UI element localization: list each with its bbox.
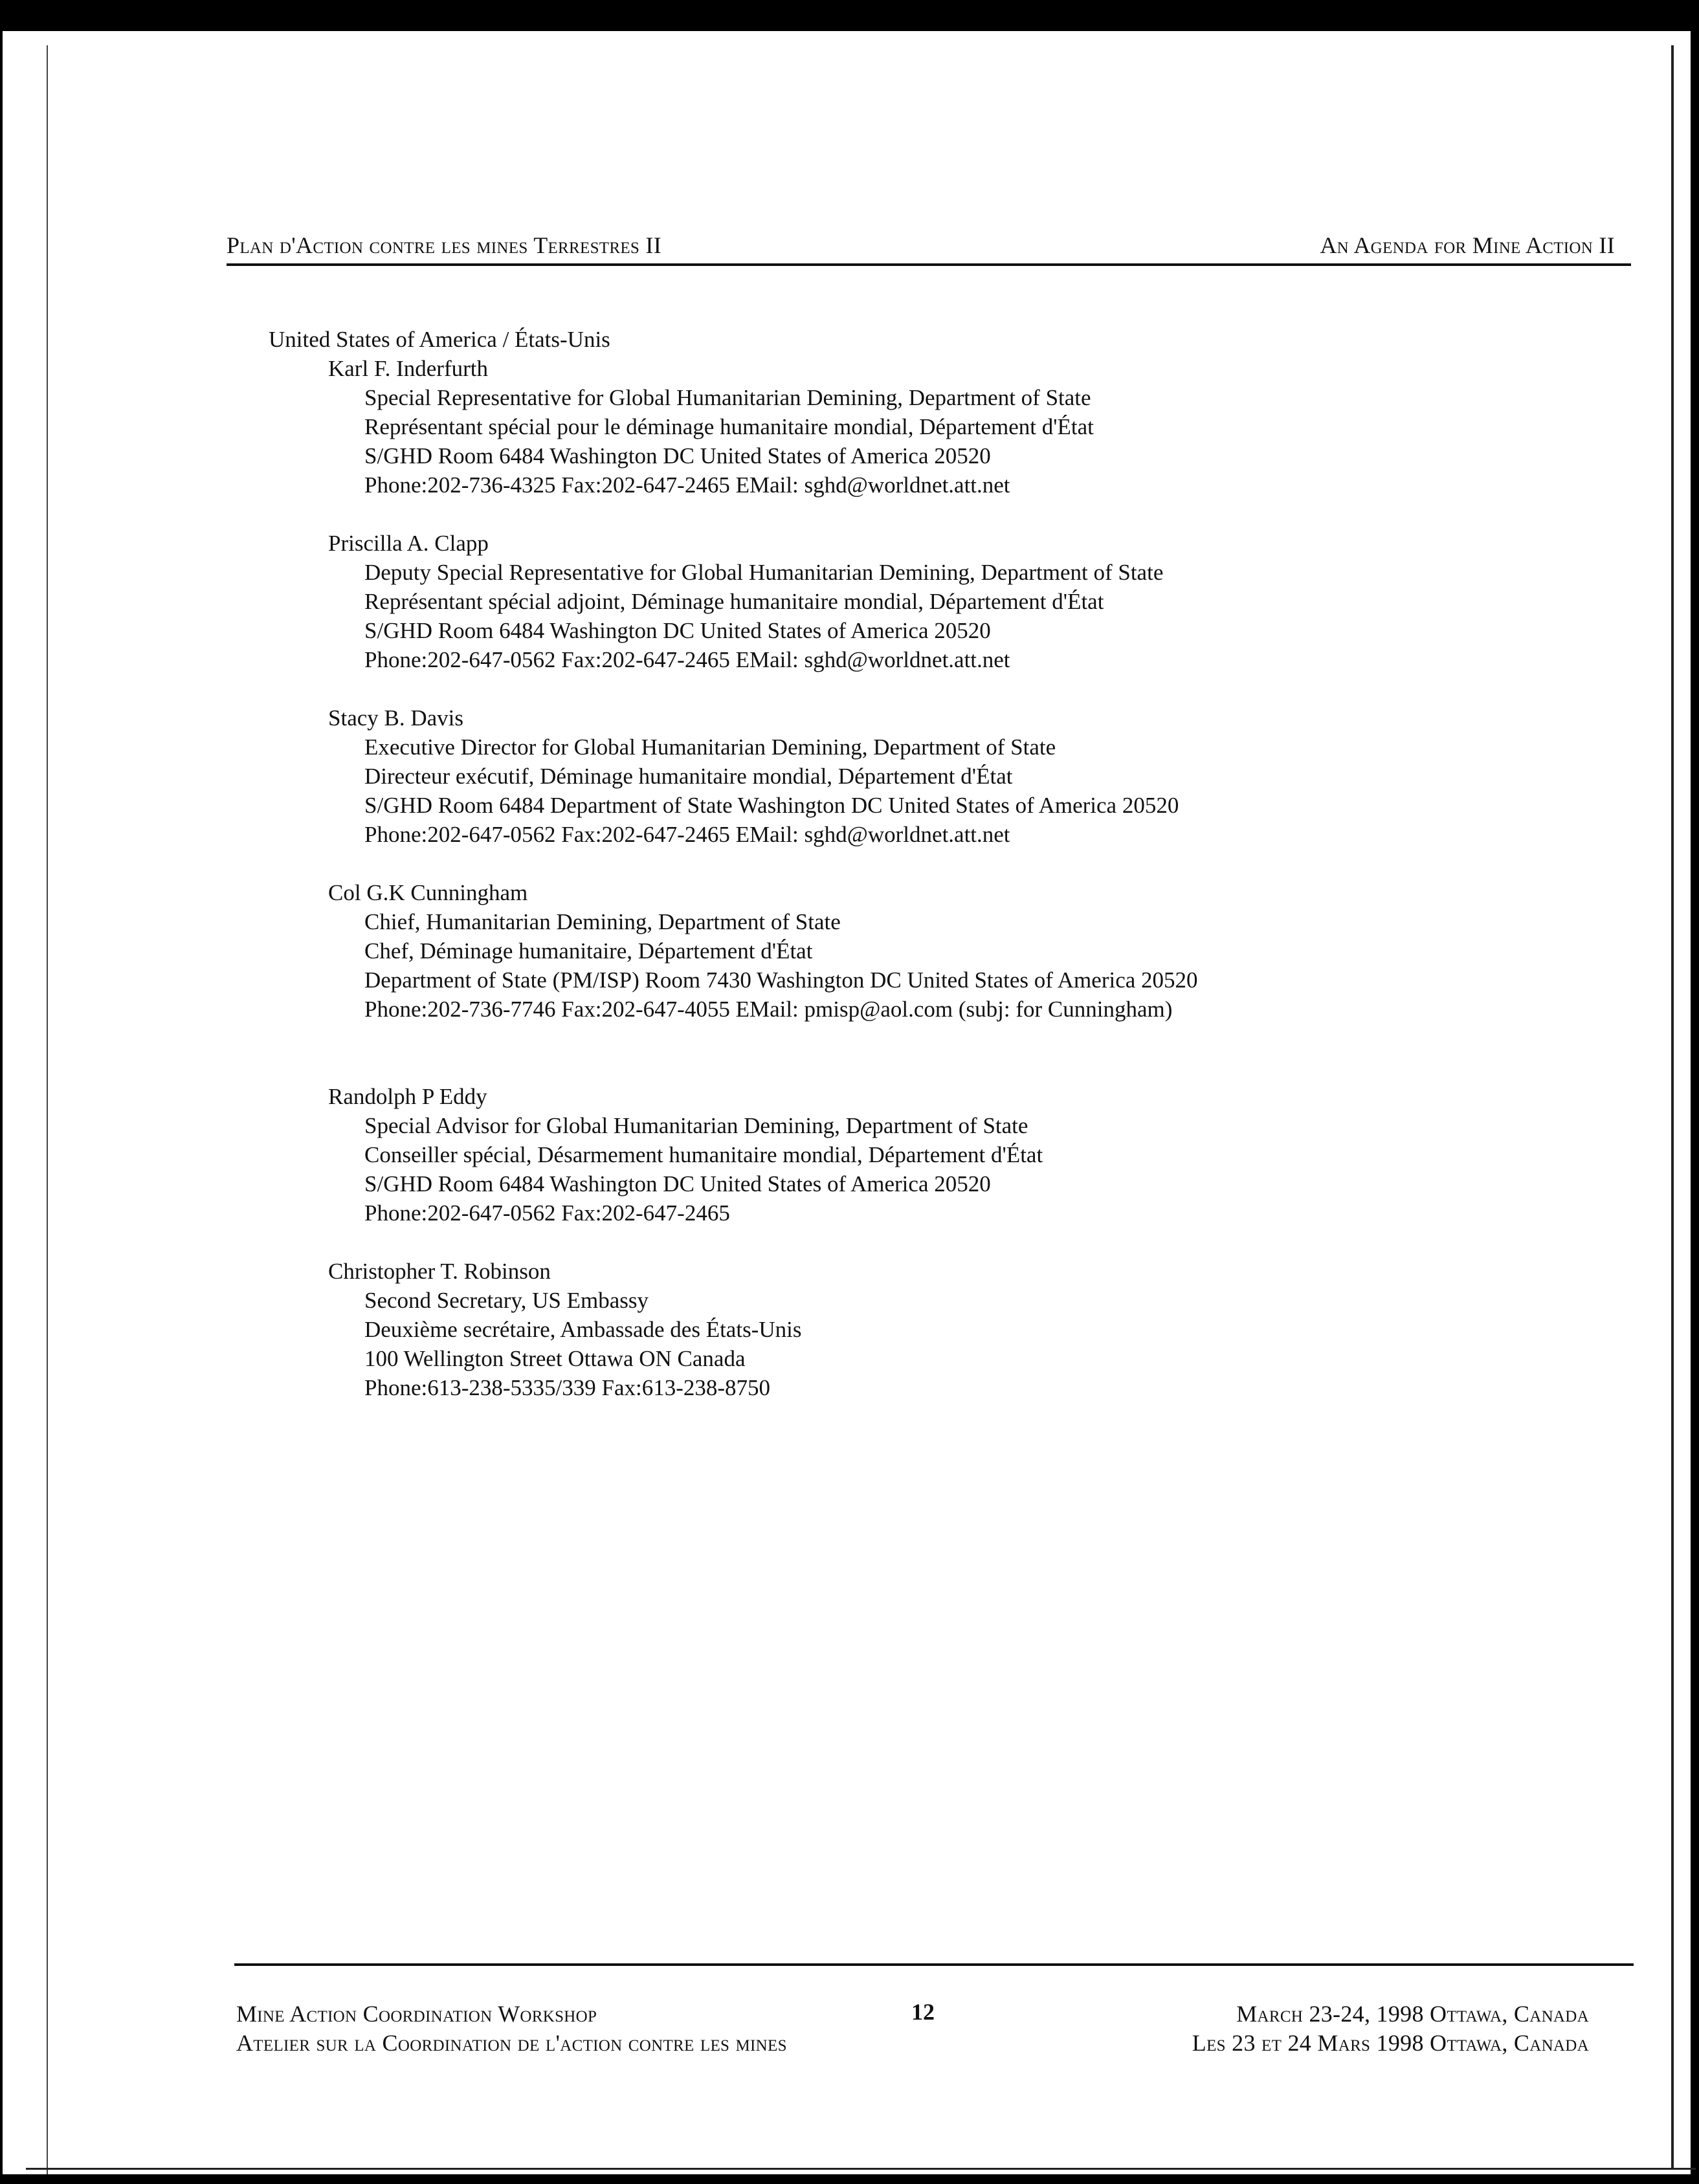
participant-entry	[328, 354, 1198, 500]
participant-entry	[328, 703, 1198, 849]
running-header-right: An Agenda for Mine Action II	[1320, 232, 1615, 258]
participant-details	[364, 558, 1198, 674]
participant-title-fr: Représentant spécial adjoint, Déminage humanitaire mondial, Département d'État	[364, 589, 1104, 614]
participant-address: S/GHD Room 6484 Department of State Washington DC United States of America 20520	[364, 793, 1179, 818]
participant-name: Priscilla A. Clapp	[328, 531, 489, 556]
participant-address: 100 Wellington Street Ottawa ON Canada	[364, 1346, 746, 1371]
participant-contact: Phone:613-238-5335/339 Fax:613-238-8750	[364, 1375, 771, 1400]
participant-name: Stacy B. Davis	[328, 705, 464, 731]
participant-title-en: Special Representative for Global Humanitarian Demining, Department of State	[364, 385, 1091, 410]
participant-title-fr: Conseiller spécial, Désarmement humanitaire mondial, Département d'État	[364, 1142, 1043, 1167]
participant-address: S/GHD Room 6484 Washington DC United States of America 20520	[364, 618, 991, 643]
footer-workshop-en: Mine Action Coordination Workshop	[236, 2001, 597, 2027]
participant-contact: Phone:202-736-4325 Fax:202-647-2465 EMail: sghd@worldnet.att.net	[364, 472, 1010, 498]
participant-name: Col G.K Cunningham	[328, 880, 528, 905]
participant-title-fr: Représentant spécial pour le déminage humanitaire mondial, Département d'État	[364, 414, 1094, 439]
footer-workshop-fr: Atelier sur la Coordination de l'action contre les mines	[236, 2030, 787, 2056]
participant-entry	[328, 1257, 1198, 1402]
header-rule	[227, 263, 1631, 266]
participant-contact: Phone:202-736-7746 Fax:202-647-4055 EMail: pmisp@aol.com (subj: for Cunningham)	[364, 997, 1173, 1022]
participant-contact: Phone:202-647-0562 Fax:202-647-2465 EMail: sghd@worldnet.att.net	[364, 647, 1010, 672]
running-header-left: Plan d'Action contre les mines Terrestres II	[227, 232, 661, 258]
scan-top-edge	[0, 0, 1699, 31]
footer-date-fr: Les 23 et 24 Mars 1998 Ottawa, Canada	[1192, 2030, 1589, 2056]
page-left-border	[47, 45, 48, 2174]
participant-address: S/GHD Room 6484 Washington DC United States of America 20520	[364, 443, 991, 469]
footer-workshop-title	[236, 2000, 787, 2058]
participant-contact: Phone:202-647-0562 Fax:202-647-2465 EMail: sghd@worldnet.att.net	[364, 822, 1010, 847]
country-heading: United States of America / États-Unis	[269, 327, 610, 352]
participant-title-en: Deputy Special Representative for Global Humanitarian Demining, Department of State	[364, 560, 1164, 585]
participant-title-en: Second Secretary, US Embassy	[364, 1288, 649, 1313]
participant-details	[364, 733, 1198, 849]
page-number: 12	[911, 1999, 935, 2025]
participant-entry	[328, 878, 1198, 1024]
participant-address: Department of State (PM/ISP) Room 7430 Washington DC United States of America 20520	[364, 967, 1198, 993]
page-bottom-border	[26, 2168, 1696, 2170]
participant-contact: Phone:202-647-0562 Fax:202-647-2465	[364, 1200, 730, 1226]
footer-date-en: March 23-24, 1998 Ottawa, Canada	[1236, 2001, 1589, 2027]
participant-list	[269, 325, 1198, 1402]
page-right-border	[1671, 45, 1674, 2168]
scan-right-edge	[1691, 31, 1699, 2174]
participant-title-en: Special Advisor for Global Humanitarian Demining, Department of State	[364, 1113, 1028, 1138]
participant-details	[364, 1111, 1198, 1228]
participant-details	[364, 1286, 1198, 1402]
participant-title-en: Chief, Humanitarian Demining, Department of State	[364, 909, 841, 934]
participant-entry	[328, 1082, 1198, 1228]
scan-bottom-edge	[0, 2174, 1699, 2184]
footer-date-location	[1192, 2000, 1589, 2058]
footer-rule	[234, 1963, 1634, 1966]
participant-name: Karl F. Inderfurth	[328, 356, 488, 381]
participant-name: Randolph P Eddy	[328, 1084, 487, 1109]
participant-title-fr: Deuxième secrétaire, Ambassade des États-Unis	[364, 1317, 802, 1342]
scan-left-edge	[0, 31, 3, 2184]
participant-title-en: Executive Director for Global Humanitarian Demining, Department of State	[364, 734, 1056, 760]
participant-name: Christopher T. Robinson	[328, 1259, 551, 1284]
participant-details	[364, 383, 1198, 500]
participant-title-fr: Directeur exécutif, Déminage humanitaire mondial, Département d'État	[364, 764, 1013, 789]
participant-details	[364, 907, 1198, 1024]
participant-address: S/GHD Room 6484 Washington DC United States of America 20520	[364, 1171, 991, 1197]
participant-entry	[328, 529, 1198, 674]
participant-title-fr: Chef, Déminage humanitaire, Département d'État	[364, 938, 813, 964]
